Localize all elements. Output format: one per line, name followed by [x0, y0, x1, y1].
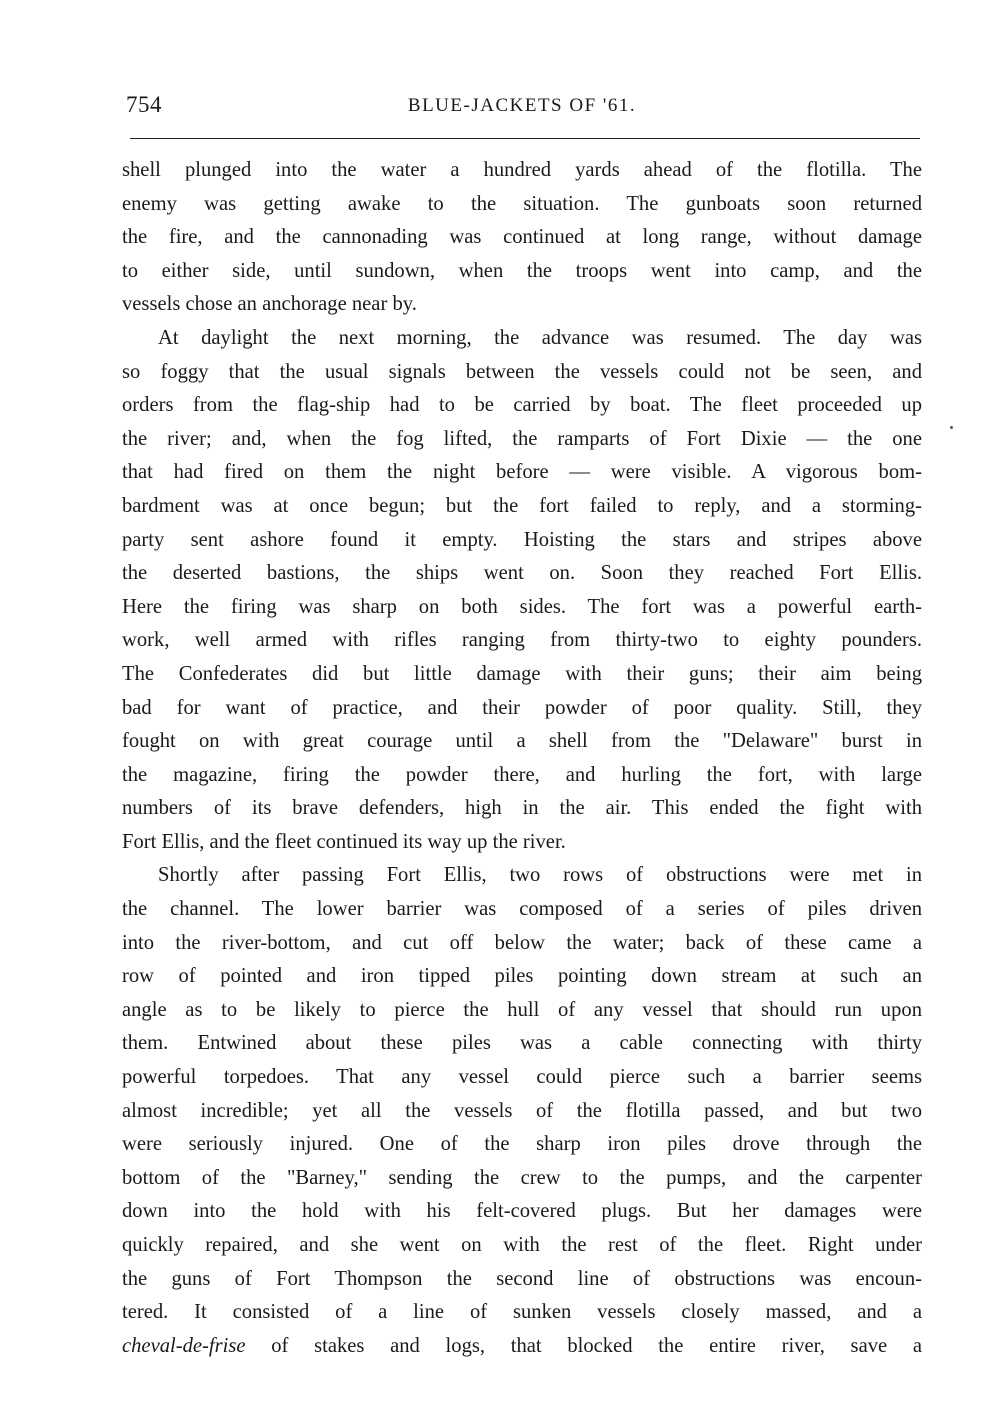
text-line: bad for want of practice, and their powder of poor quality. Still, they: [122, 696, 922, 719]
text-line: Fort Ellis, and the fleet continued its way up the river.: [122, 830, 566, 853]
text-line: shell plunged into the water a hundred yards ahead of the flotilla. The: [122, 159, 922, 181]
paper-speck: [950, 426, 953, 429]
page-number: 754: [126, 92, 162, 117]
text-line: party sent ashore found it empty. Hoisting the stars and stripes above: [122, 528, 922, 551]
text-line: almost incredible; yet all the vessels of the flotilla passed, and but two: [122, 1099, 922, 1122]
text-line: tered. It consisted of a line of sunken vessels closely massed, and a: [122, 1301, 922, 1324]
text-line: that had fired on them the night before — were visible. A vigorous bom-: [122, 461, 922, 484]
text-line: Here the firing was sharp on both sides. The fort was a powerful earth-: [122, 595, 922, 618]
paragraph-1: [122, 154, 922, 322]
text-line: powerful torpedoes. That any vessel could pierce such a barrier seems: [122, 1066, 922, 1089]
text-line: bardment was at once begun; but the fort failed to reply, and a storming-: [122, 494, 922, 517]
text-line: down into the hold with his felt-covered plugs. But her damages were: [122, 1200, 922, 1223]
text-line: row of pointed and iron tipped piles pointing down stream at such an: [122, 965, 922, 988]
final-line-rest: of stakes and logs, that blocked the entire river, save a: [245, 1334, 922, 1357]
body-text: [122, 154, 922, 1363]
text-line: were seriously injured. One of the sharp iron piles drove through the: [122, 1133, 922, 1156]
text-line: bottom of the "Barney," sending the crew to the pumps, and the carpenter: [122, 1166, 922, 1189]
text-line: into the river-bottom, and cut off below the water; back of these came a: [122, 931, 922, 954]
text-line: angle as to be likely to pierce the hull of any vessel that should run upon: [122, 998, 922, 1021]
text-line: the channel. The lower barrier was composed of a series of piles driven: [122, 898, 922, 921]
text-line: At daylight the next morning, the advance was resumed. The day was: [158, 326, 922, 349]
text-line: the deserted bastions, the ships went on. Soon they reached Fort Ellis.: [122, 562, 922, 585]
italic-term: cheval-de-frise: [122, 1334, 246, 1357]
paragraph-2: [122, 322, 922, 860]
text-line: The Confederates did but little damage with their guns; their aim being: [122, 662, 922, 685]
header-rule: [130, 138, 920, 139]
page-header: [122, 92, 922, 124]
text-line: orders from the flag-ship had to be carried by boat. The fleet proceeded up: [122, 394, 922, 417]
text-line: work, well armed with rifles ranging from thirty-two to eighty pounders.: [122, 629, 922, 652]
text-line: numbers of its brave defenders, high in the air. This ended the fight with: [122, 797, 922, 820]
text-line: so foggy that the usual signals between the vessels could not be seen, and: [122, 360, 922, 383]
text-line: the guns of Fort Thompson the second line of obstructions was encoun-: [122, 1267, 922, 1290]
text-line: the fire, and the cannonading was continued at long range, without damage: [122, 226, 922, 249]
text-line: to either side, until sundown, when the troops went into camp, and the: [122, 259, 922, 282]
running-head: BLUE-JACKETS OF '61.: [407, 95, 637, 116]
text-line: fought on with great courage until a shell from the "Delaware" burst in: [122, 730, 922, 753]
final-text-line: [122, 1330, 922, 1364]
text-line: Shortly after passing Fort Ellis, two rows of obstructions were met in: [158, 864, 922, 887]
text-line: the magazine, firing the powder there, and hurling the fort, with large: [122, 763, 922, 786]
text-line: quickly repaired, and she went on with the rest of the fleet. Right under: [122, 1234, 922, 1256]
text-line: vessels chose an anchorage near by.: [122, 293, 417, 316]
text-line: enemy was getting awake to the situation. The gunboats soon returned: [122, 192, 922, 215]
text-line: the river; and, when the fog lifted, the ramparts of Fort Dixie — the one: [122, 427, 922, 450]
text-line: them. Entwined about these piles was a cable connecting with thirty: [122, 1032, 922, 1055]
paragraph-3: [122, 859, 922, 1363]
